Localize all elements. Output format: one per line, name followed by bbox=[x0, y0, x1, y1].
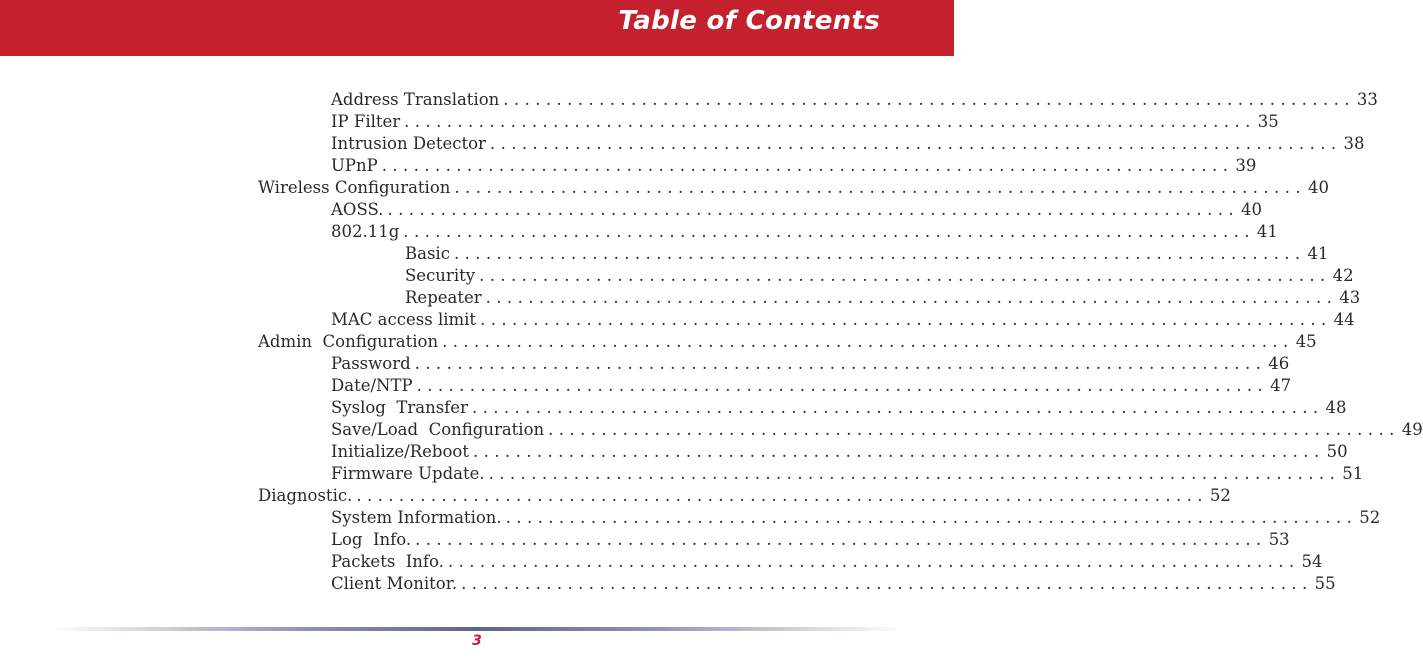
toc-entry-label: Security bbox=[405, 266, 476, 285]
toc-entry[interactable] bbox=[331, 199, 1263, 221]
toc-entry-page: 50 bbox=[1326, 442, 1348, 461]
toc-entry[interactable] bbox=[331, 111, 1279, 133]
toc-entry-label: Password bbox=[331, 354, 411, 373]
dot-leader: ................................................................................ bbox=[548, 420, 1400, 439]
dot-leader: ................................................................................ bbox=[454, 178, 1306, 197]
toc-entry-page: 38 bbox=[1343, 134, 1365, 153]
toc-entry-label: Packets Info. bbox=[331, 552, 444, 571]
dot-leader: ................................................................................ bbox=[505, 508, 1358, 527]
dot-leader: ................................................................................ bbox=[480, 310, 1332, 329]
dot-leader: ................................................................................ bbox=[485, 288, 1338, 307]
toc-entry[interactable] bbox=[405, 243, 1329, 265]
toc-entry[interactable] bbox=[331, 397, 1347, 419]
toc-entry-page: 39 bbox=[1235, 156, 1257, 175]
page-number: 3 bbox=[472, 633, 482, 649]
toc-entry[interactable] bbox=[331, 507, 1381, 529]
toc-entry-page: 49 bbox=[1401, 420, 1423, 439]
toc-entry-page: 45 bbox=[1295, 332, 1317, 351]
dot-leader: ................................................................................ bbox=[415, 530, 1267, 549]
toc-entry-label: Client Monitor. bbox=[331, 574, 458, 593]
dot-leader: ................................................................................ bbox=[414, 354, 1267, 373]
toc-entry-label: Firmware Update. bbox=[331, 464, 485, 483]
dot-leader: ................................................................................ bbox=[473, 442, 1325, 461]
toc-entry-page: 40 bbox=[1308, 178, 1329, 197]
header-bar bbox=[0, 0, 954, 56]
dot-leader: ................................................................................ bbox=[356, 486, 1208, 505]
dot-leader: ................................................................................ bbox=[387, 200, 1240, 219]
dot-leader: ................................................................................ bbox=[453, 244, 1306, 263]
toc-entry-page: 53 bbox=[1268, 530, 1290, 549]
toc-entry-label: Date/NTP bbox=[331, 376, 413, 395]
toc-entry-page: 46 bbox=[1268, 354, 1290, 373]
toc-entry-page: 43 bbox=[1339, 288, 1361, 307]
dot-leader: ................................................................................ bbox=[488, 464, 1341, 483]
dot-leader: ................................................................................ bbox=[442, 332, 1294, 351]
toc-entry-page: 40 bbox=[1241, 200, 1263, 219]
toc-entry-label: Intrusion Detector bbox=[331, 134, 486, 153]
toc-entry-page: 47 bbox=[1270, 376, 1292, 395]
toc-entry[interactable] bbox=[331, 419, 1423, 441]
toc-entry[interactable] bbox=[258, 177, 1329, 199]
toc-entry-label: Save/Load Configuration bbox=[331, 420, 545, 439]
toc-entry-label: MAC access limit bbox=[331, 310, 477, 329]
toc-entry-page: 52 bbox=[1209, 486, 1231, 505]
toc-entry[interactable] bbox=[331, 309, 1355, 331]
footer-rule bbox=[50, 627, 904, 631]
toc-entry-label: AOSS. bbox=[331, 200, 384, 219]
dot-leader: ................................................................................ bbox=[489, 134, 1342, 153]
toc-entry[interactable] bbox=[405, 287, 1361, 309]
toc-entry[interactable] bbox=[258, 331, 1317, 353]
toc-entry[interactable] bbox=[331, 89, 1378, 111]
toc-entry-label: Log Info. bbox=[331, 530, 412, 549]
toc-entry-label: Wireless Configuration bbox=[258, 178, 451, 197]
toc-entry-page: 33 bbox=[1356, 90, 1378, 109]
toc-entry[interactable] bbox=[331, 155, 1257, 177]
toc-entry-label: System Information. bbox=[331, 508, 502, 527]
toc-entry-page: 54 bbox=[1301, 552, 1323, 571]
dot-leader: ................................................................................ bbox=[471, 398, 1324, 417]
toc-entry-label: Diagnostic. bbox=[258, 486, 353, 505]
toc-entry-page: 48 bbox=[1325, 398, 1347, 417]
toc-entry[interactable] bbox=[331, 441, 1348, 463]
toc-entry-label: UPnP bbox=[331, 156, 378, 175]
toc-entry-label: Repeater bbox=[405, 288, 482, 307]
toc-entry-label: Basic bbox=[405, 244, 450, 263]
toc-entry[interactable] bbox=[331, 375, 1292, 397]
toc-entry-label: Initialize/Reboot bbox=[331, 442, 469, 461]
dot-leader: ................................................................................ bbox=[381, 156, 1234, 175]
toc-entry-page: 44 bbox=[1333, 310, 1355, 329]
toc-entry-label: Syslog Transfer bbox=[331, 398, 468, 417]
toc-entry[interactable] bbox=[331, 573, 1336, 595]
toc-entry-page: 55 bbox=[1314, 574, 1336, 593]
toc-entry-label: Admin Configuration bbox=[258, 332, 439, 351]
toc-entry[interactable] bbox=[331, 221, 1278, 243]
toc-entry-label: 802.11g bbox=[331, 222, 400, 241]
dot-leader: ................................................................................ bbox=[416, 376, 1269, 395]
dot-leader: ................................................................................ bbox=[503, 90, 1355, 109]
toc-entry[interactable] bbox=[331, 551, 1323, 573]
toc-entry[interactable] bbox=[331, 133, 1365, 155]
dot-leader: ................................................................................ bbox=[404, 112, 1256, 131]
dot-leader: ................................................................................ bbox=[447, 552, 1300, 571]
toc-entry[interactable] bbox=[331, 529, 1290, 551]
dot-leader: ................................................................................ bbox=[461, 574, 1313, 593]
toc-entry-page: 41 bbox=[1256, 222, 1278, 241]
toc-entry-label: IP Filter bbox=[331, 112, 401, 131]
toc-entry[interactable] bbox=[331, 353, 1290, 375]
toc-entry[interactable] bbox=[331, 463, 1364, 485]
dot-leader: ................................................................................ bbox=[479, 266, 1331, 285]
toc-entry[interactable] bbox=[258, 485, 1231, 507]
toc-entry-label: Address Translation bbox=[331, 90, 500, 109]
page-title: Table of Contents bbox=[618, 6, 880, 36]
toc-entry-page: 51 bbox=[1342, 464, 1364, 483]
toc-entry-page: 41 bbox=[1307, 244, 1329, 263]
toc-entry[interactable] bbox=[405, 265, 1354, 287]
toc-entry-page: 35 bbox=[1257, 112, 1279, 131]
toc-entry-page: 52 bbox=[1359, 508, 1381, 527]
dot-leader: ................................................................................ bbox=[403, 222, 1255, 241]
toc-entry-page: 42 bbox=[1332, 266, 1354, 285]
